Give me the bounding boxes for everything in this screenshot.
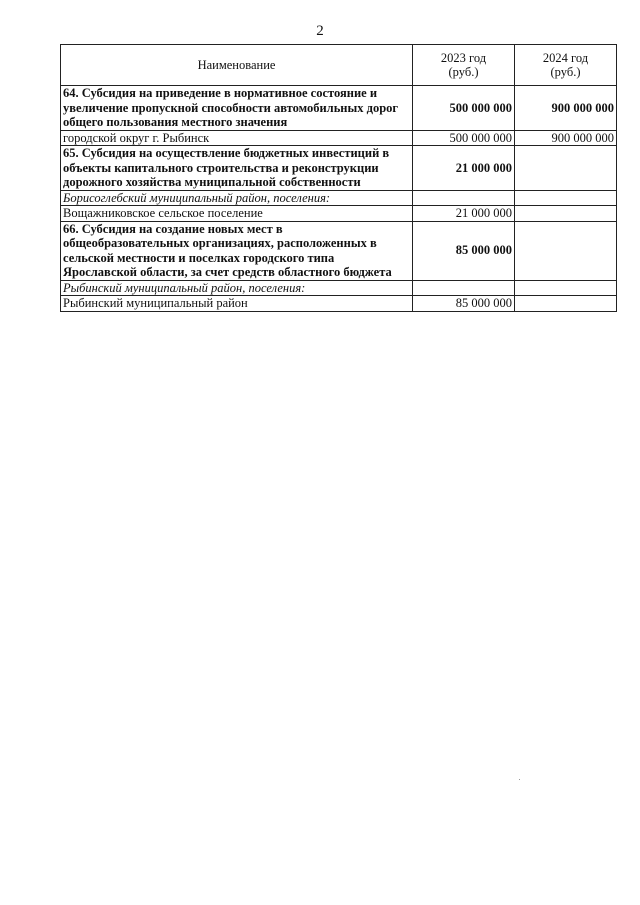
amount-2024 — [515, 206, 617, 222]
column-header-2024-unit: (руб.) — [550, 65, 581, 79]
amount-2023 — [413, 190, 515, 206]
amount-2023: 500 000 000 — [413, 86, 515, 131]
district-subheader: Рыбинский муниципальный район, поселения: — [61, 280, 413, 296]
table-header-row — [61, 45, 617, 86]
column-header-2024-year: 2024 год — [542, 50, 589, 65]
table-row — [61, 206, 617, 222]
column-header-name: Наименование — [61, 45, 413, 86]
amount-2024: 900 000 000 — [515, 130, 617, 146]
column-header-2024 — [515, 45, 617, 86]
amount-2023 — [413, 280, 515, 296]
amount-2024 — [515, 146, 617, 191]
column-header-2023 — [413, 45, 515, 86]
amount-2023: 21 000 000 — [413, 146, 515, 191]
amount-2024 — [515, 280, 617, 296]
table-row — [61, 130, 617, 146]
subsidy-table — [60, 44, 617, 312]
recipient-name: Рыбинский муниципальный район — [61, 296, 413, 312]
subsidy-title-66: 66. Субсидия на создание новых мест в общеобразовательных организациях, расположенных в сельской местности и поселках городского типа Ярославской области, за счет средств областного бюджета — [61, 221, 413, 280]
amount-2024 — [515, 296, 617, 312]
district-subheader: Борисоглебский муниципальный район, поселения: — [61, 190, 413, 206]
table-row — [61, 190, 617, 206]
amount-2023: 85 000 000 — [413, 296, 515, 312]
amount-2023: 500 000 000 — [413, 130, 515, 146]
amount-2024: 900 000 000 — [515, 86, 617, 131]
column-header-2023-year: 2023 год — [440, 50, 487, 65]
amount-2024 — [515, 190, 617, 206]
table-row — [61, 280, 617, 296]
recipient-name: Вощажниковское сельское поселение — [61, 206, 413, 222]
page-number: 2 — [316, 23, 324, 39]
amount-2023: 21 000 000 — [413, 206, 515, 222]
table-row — [61, 86, 617, 131]
scan-speck — [519, 779, 520, 780]
table-row — [61, 146, 617, 191]
table-row — [61, 221, 617, 280]
subsidy-title-64: 64. Субсидия на приведение в нормативное состояние и увеличение пропускной способности автомобильных дорог общего пользования местного значения — [61, 86, 413, 131]
table-row — [61, 296, 617, 312]
amount-2023: 85 000 000 — [413, 221, 515, 280]
amount-2024 — [515, 221, 617, 280]
column-header-2023-unit: (руб.) — [448, 65, 479, 79]
subsidy-title-65: 65. Субсидия на осуществление бюджетных инвестиций в объекты капитального строительства и реконструкции дорожного хозяйства муниципальной собственности — [61, 146, 413, 191]
recipient-name: городской округ г. Рыбинск — [61, 130, 413, 146]
